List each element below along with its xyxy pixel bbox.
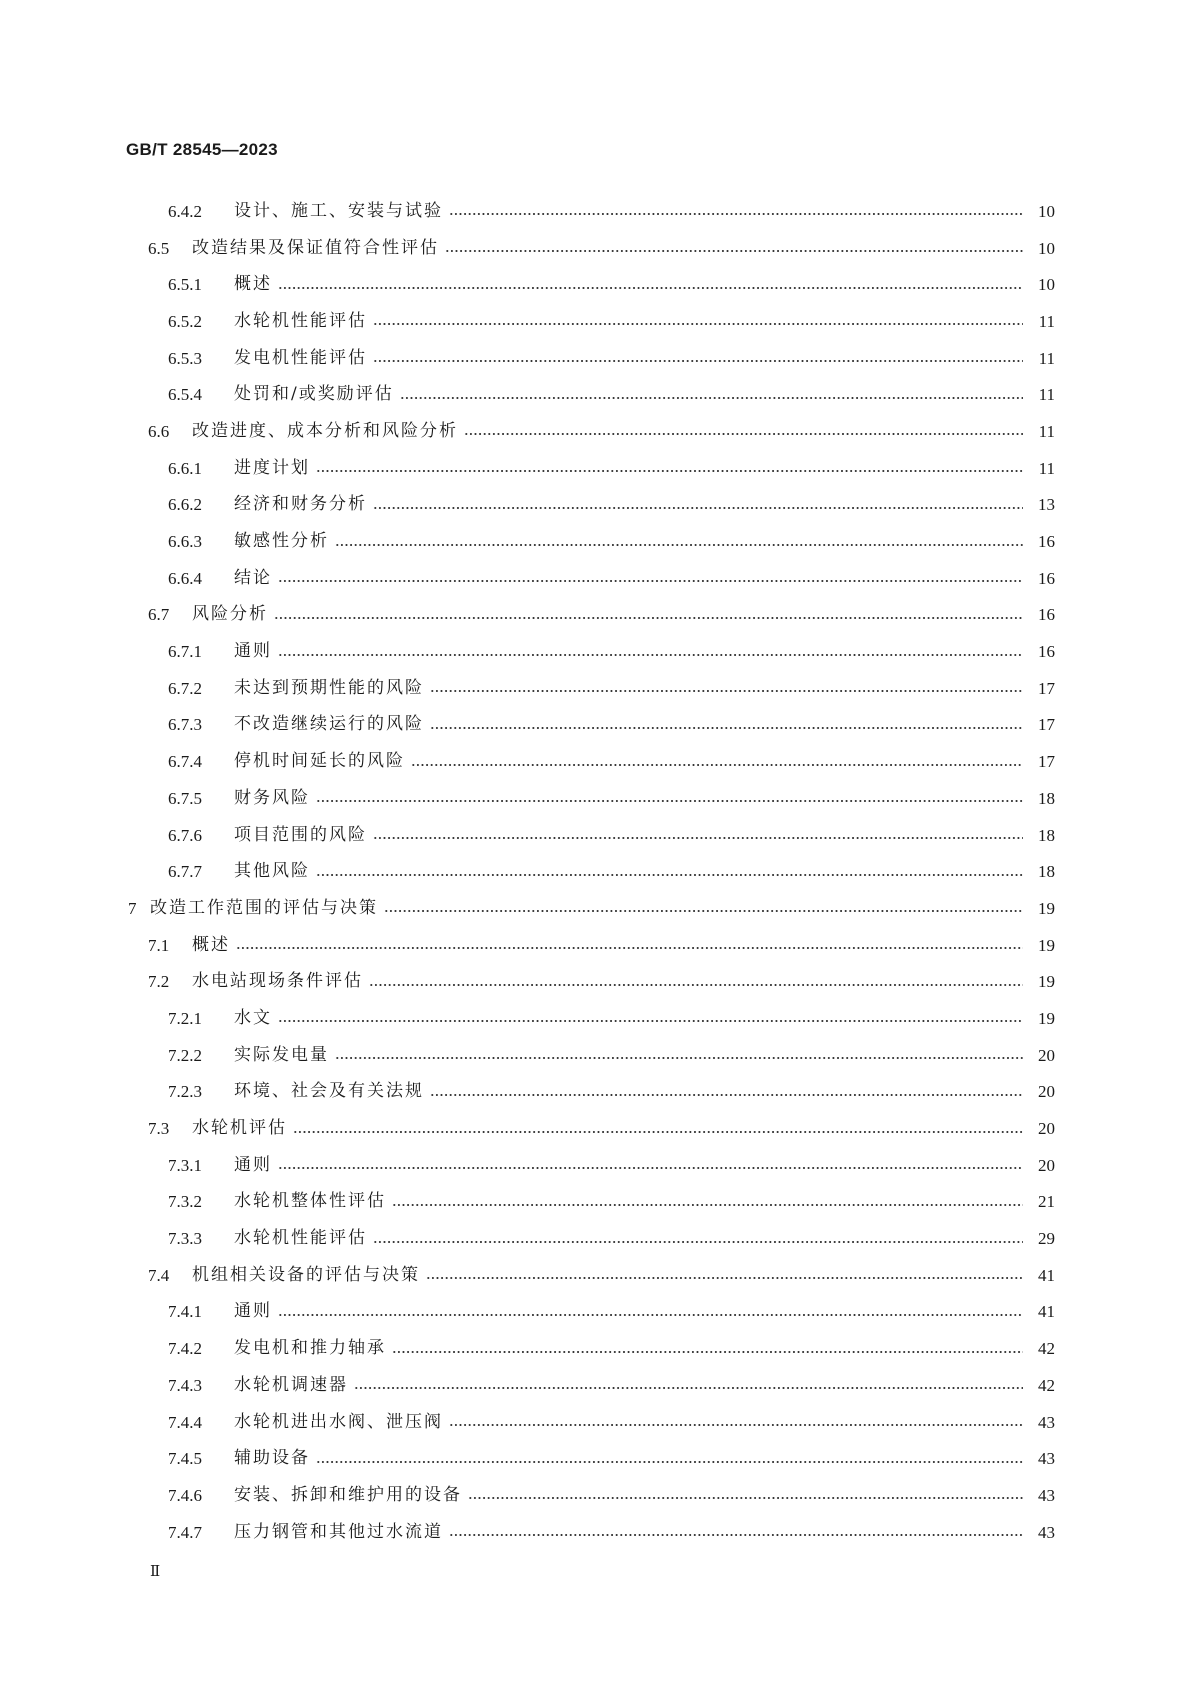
toc-entry-title: 水轮机性能评估 [234, 310, 367, 331]
toc-entry-page: 11 [1038, 311, 1055, 331]
toc-entry-title: 水文 [234, 1007, 272, 1028]
toc-entry[interactable] [0, 230, 1191, 267]
toc-entry-number: 7.2 [148, 972, 170, 992]
toc-entry-page: 16 [1038, 605, 1055, 625]
toc-entry-page: 10 [1038, 238, 1055, 258]
toc-entry[interactable] [0, 193, 1191, 230]
toc-dot-leader [449, 1534, 1023, 1536]
toc-dot-leader [426, 1277, 1023, 1279]
toc-entry-number: 7.4.7 [168, 1522, 202, 1542]
toc-entry-title: 风险分析 [192, 604, 268, 625]
toc-dot-leader [392, 1204, 1023, 1206]
toc-dot-leader [236, 947, 1023, 949]
toc-entry[interactable] [0, 376, 1191, 413]
toc-entry-page: 16 [1038, 568, 1055, 588]
toc-entry-title: 辅助设备 [234, 1448, 310, 1469]
toc-entry[interactable] [0, 560, 1191, 597]
toc-entry[interactable] [0, 597, 1191, 634]
toc-entry-page: 18 [1038, 825, 1055, 845]
toc-entry-page: 10 [1038, 275, 1055, 295]
toc-entry-page: 17 [1038, 715, 1055, 735]
toc-entry-page: 11 [1038, 458, 1055, 478]
toc-entry[interactable] [0, 1514, 1191, 1551]
toc-entry[interactable] [0, 1294, 1191, 1331]
toc-entry-page: 17 [1038, 678, 1055, 698]
toc-entry[interactable] [0, 817, 1191, 854]
toc-entry[interactable] [0, 266, 1191, 303]
toc-entry-page: 20 [1038, 1155, 1055, 1175]
toc-entry-title: 结论 [234, 567, 272, 588]
toc-entry[interactable] [0, 633, 1191, 670]
toc-entry[interactable] [0, 1110, 1191, 1147]
standard-number-header: GB/T 28545—2023 [126, 140, 278, 159]
toc-dot-leader [369, 984, 1023, 986]
toc-entry-title: 环境、社会及有关法规 [234, 1081, 424, 1102]
toc-dot-leader [316, 874, 1023, 876]
toc-dot-leader [278, 1167, 1023, 1169]
toc-entry[interactable] [0, 670, 1191, 707]
toc-dot-leader [373, 837, 1023, 839]
toc-entry-page: 16 [1038, 532, 1055, 552]
toc-entry-title: 水轮机性能评估 [234, 1228, 367, 1249]
toc-entry-number: 6.7.2 [168, 678, 202, 698]
toc-entry-page: 19 [1038, 898, 1055, 918]
toc-entry-page: 13 [1038, 495, 1055, 515]
toc-dot-leader [449, 213, 1023, 215]
toc-entry-page: 19 [1038, 1008, 1055, 1028]
toc-entry-page: 43 [1038, 1412, 1055, 1432]
toc-entry[interactable] [0, 303, 1191, 340]
toc-entry-number: 7.2.3 [168, 1082, 202, 1102]
toc-entry-page: 11 [1038, 421, 1055, 441]
toc-entry-page: 16 [1038, 642, 1055, 662]
toc-dot-leader [392, 1351, 1023, 1353]
toc-entry-page: 43 [1038, 1485, 1055, 1505]
toc-entry-page: 41 [1038, 1265, 1055, 1285]
toc-entry-title: 压力钢管和其他过水流道 [234, 1521, 443, 1542]
toc-entry-page: 18 [1038, 862, 1055, 882]
toc-entry-title: 概述 [192, 934, 230, 955]
toc-entry-number: 6.7.6 [168, 825, 202, 845]
toc-entry-page: 43 [1038, 1449, 1055, 1469]
toc-entry-number: 6.6.2 [168, 495, 202, 515]
toc-dot-leader [445, 250, 1023, 252]
toc-entry[interactable] [0, 927, 1191, 964]
toc-dot-leader [316, 800, 1023, 802]
toc-entry-title: 未达到预期性能的风险 [234, 677, 424, 698]
toc-entry-number: 7.4.6 [168, 1485, 202, 1505]
toc-entry[interactable] [0, 1367, 1191, 1404]
toc-entry-number: 7.4.4 [168, 1412, 202, 1432]
toc-entry[interactable] [0, 707, 1191, 744]
toc-entry[interactable] [0, 1147, 1191, 1184]
toc-entry-number: 7.3.2 [168, 1192, 202, 1212]
toc-entry-number: 6.7.4 [168, 752, 202, 772]
toc-entry-page: 11 [1038, 385, 1055, 405]
toc-dot-leader [464, 433, 1023, 435]
toc-entry-page: 42 [1038, 1339, 1055, 1359]
toc-entry-page: 43 [1038, 1522, 1055, 1542]
toc-entry-page: 11 [1038, 348, 1055, 368]
toc-entry[interactable] [0, 963, 1191, 1000]
toc-entry-title: 水轮机调速器 [234, 1374, 348, 1395]
table-of-contents [0, 193, 1191, 1550]
toc-entry[interactable] [0, 1074, 1191, 1111]
toc-entry-title: 水轮机整体性评估 [234, 1191, 386, 1212]
toc-entry[interactable] [0, 780, 1191, 817]
toc-entry-page: 29 [1038, 1229, 1055, 1249]
toc-entry-number: 7.3.3 [168, 1229, 202, 1249]
toc-entry-number: 7.4.2 [168, 1339, 202, 1359]
toc-entry-title: 项目范围的风险 [234, 824, 367, 845]
toc-entry-title: 进度计划 [234, 457, 310, 478]
toc-entry-number: 7 [128, 898, 137, 918]
toc-dot-leader [335, 1057, 1023, 1059]
toc-entry-number: 6.7.5 [168, 788, 202, 808]
toc-entry-title: 通则 [234, 641, 272, 662]
toc-entry-title: 安装、拆卸和维护用的设备 [234, 1484, 462, 1505]
toc-dot-leader [316, 1461, 1023, 1463]
toc-entry-number: 6.7.1 [168, 642, 202, 662]
toc-entry-number: 6.7 [148, 605, 170, 625]
toc-entry-page: 19 [1038, 935, 1055, 955]
toc-entry-title: 概述 [234, 274, 272, 295]
toc-entry-title: 水轮机评估 [192, 1118, 287, 1139]
toc-entry-title: 通则 [234, 1154, 272, 1175]
toc-entry-title: 改造进度、成本分析和风险分析 [192, 420, 458, 441]
toc-dot-leader [278, 654, 1023, 656]
toc-entry-number: 6.5.2 [168, 311, 202, 331]
toc-dot-leader [293, 1131, 1023, 1133]
toc-dot-leader [430, 727, 1023, 729]
toc-entry-number: 6.6.1 [168, 458, 202, 478]
toc-entry[interactable] [0, 1404, 1191, 1441]
toc-dot-leader [411, 764, 1023, 766]
toc-entry-number: 7.4.3 [168, 1375, 202, 1395]
toc-dot-leader [449, 1424, 1023, 1426]
toc-entry-page: 19 [1038, 972, 1055, 992]
toc-dot-leader [278, 287, 1023, 289]
toc-dot-leader [430, 1094, 1023, 1096]
toc-entry-title: 机组相关设备的评估与决策 [192, 1264, 420, 1285]
toc-entry-page: 21 [1038, 1192, 1055, 1212]
toc-dot-leader [373, 1241, 1023, 1243]
toc-dot-leader [373, 507, 1023, 509]
toc-entry-page: 20 [1038, 1045, 1055, 1065]
toc-entry-title: 实际发电量 [234, 1044, 329, 1065]
toc-entry[interactable] [0, 853, 1191, 890]
toc-entry[interactable] [0, 743, 1191, 780]
toc-entry-title: 水电站现场条件评估 [192, 971, 363, 992]
toc-entry-number: 6.7.7 [168, 862, 202, 882]
toc-entry-title: 改造工作范围的评估与决策 [150, 897, 378, 918]
toc-entry[interactable] [0, 413, 1191, 450]
toc-entry-title: 不改造继续运行的风险 [234, 714, 424, 735]
toc-dot-leader [278, 580, 1023, 582]
toc-entry-number: 7.4.5 [168, 1449, 202, 1469]
toc-entry-title: 其他风险 [234, 861, 310, 882]
toc-entry-page: 18 [1038, 788, 1055, 808]
toc-entry-page: 42 [1038, 1375, 1055, 1395]
toc-entry-title: 发电机和推力轴承 [234, 1338, 386, 1359]
toc-dot-leader [373, 360, 1023, 362]
toc-entry-page: 20 [1038, 1119, 1055, 1139]
toc-entry-title: 改造结果及保证值符合性评估 [192, 237, 439, 258]
toc-entry[interactable] [0, 523, 1191, 560]
toc-entry-title: 通则 [234, 1301, 272, 1322]
toc-entry-title: 经济和财务分析 [234, 494, 367, 515]
toc-entry[interactable] [0, 1000, 1191, 1037]
toc-entry-number: 6.5.4 [168, 385, 202, 405]
toc-entry-page: 20 [1038, 1082, 1055, 1102]
toc-entry[interactable] [0, 1330, 1191, 1367]
toc-entry[interactable] [0, 450, 1191, 487]
toc-entry-title: 水轮机进出水阀、泄压阀 [234, 1411, 443, 1432]
toc-dot-leader [354, 1387, 1023, 1389]
toc-entry[interactable] [0, 1477, 1191, 1514]
toc-entry-number: 7.3 [148, 1119, 170, 1139]
toc-entry-number: 7.4 [148, 1265, 170, 1285]
toc-dot-leader [400, 397, 1023, 399]
toc-dot-leader [274, 617, 1023, 619]
toc-entry-title: 发电机性能评估 [234, 347, 367, 368]
toc-entry[interactable] [0, 1220, 1191, 1257]
toc-entry[interactable] [0, 890, 1191, 927]
toc-dot-leader [373, 323, 1023, 325]
toc-entry-number: 6.5.1 [168, 275, 202, 295]
toc-entry-number: 7.3.1 [168, 1155, 202, 1175]
toc-dot-leader [278, 1314, 1023, 1316]
toc-entry-title: 敏感性分析 [234, 531, 329, 552]
toc-entry[interactable] [0, 340, 1191, 377]
toc-dot-leader [430, 690, 1023, 692]
toc-entry-number: 6.5 [148, 238, 170, 258]
toc-entry[interactable] [0, 487, 1191, 524]
toc-dot-leader [384, 910, 1023, 912]
toc-entry-page: 41 [1038, 1302, 1055, 1322]
page-number-footer: Ⅱ [150, 1564, 161, 1580]
toc-entry[interactable] [0, 1440, 1191, 1477]
toc-entry-number: 7.2.1 [168, 1008, 202, 1028]
toc-entry[interactable] [0, 1037, 1191, 1074]
toc-entry-number: 6.5.3 [168, 348, 202, 368]
toc-dot-leader [468, 1497, 1023, 1499]
toc-entry-number: 6.4.2 [168, 201, 202, 221]
toc-entry-title: 停机时间延长的风险 [234, 751, 405, 772]
toc-dot-leader [278, 1020, 1023, 1022]
toc-entry-number: 7.1 [148, 935, 170, 955]
toc-entry[interactable] [0, 1184, 1191, 1221]
toc-entry-number: 6.6.3 [168, 532, 202, 552]
toc-entry-page: 10 [1038, 201, 1055, 221]
toc-entry-number: 6.6.4 [168, 568, 202, 588]
toc-dot-leader [335, 544, 1023, 546]
toc-entry-number: 6.6 [148, 421, 170, 441]
toc-entry-number: 7.4.1 [168, 1302, 202, 1322]
toc-entry-title: 设计、施工、安装与试验 [234, 200, 443, 221]
toc-entry-number: 6.7.3 [168, 715, 202, 735]
toc-entry-title: 处罚和/或奖励评估 [234, 384, 394, 405]
toc-entry[interactable] [0, 1257, 1191, 1294]
toc-entry-title: 财务风险 [234, 787, 310, 808]
toc-entry-number: 7.2.2 [168, 1045, 202, 1065]
toc-entry-page: 17 [1038, 752, 1055, 772]
toc-dot-leader [316, 470, 1023, 472]
